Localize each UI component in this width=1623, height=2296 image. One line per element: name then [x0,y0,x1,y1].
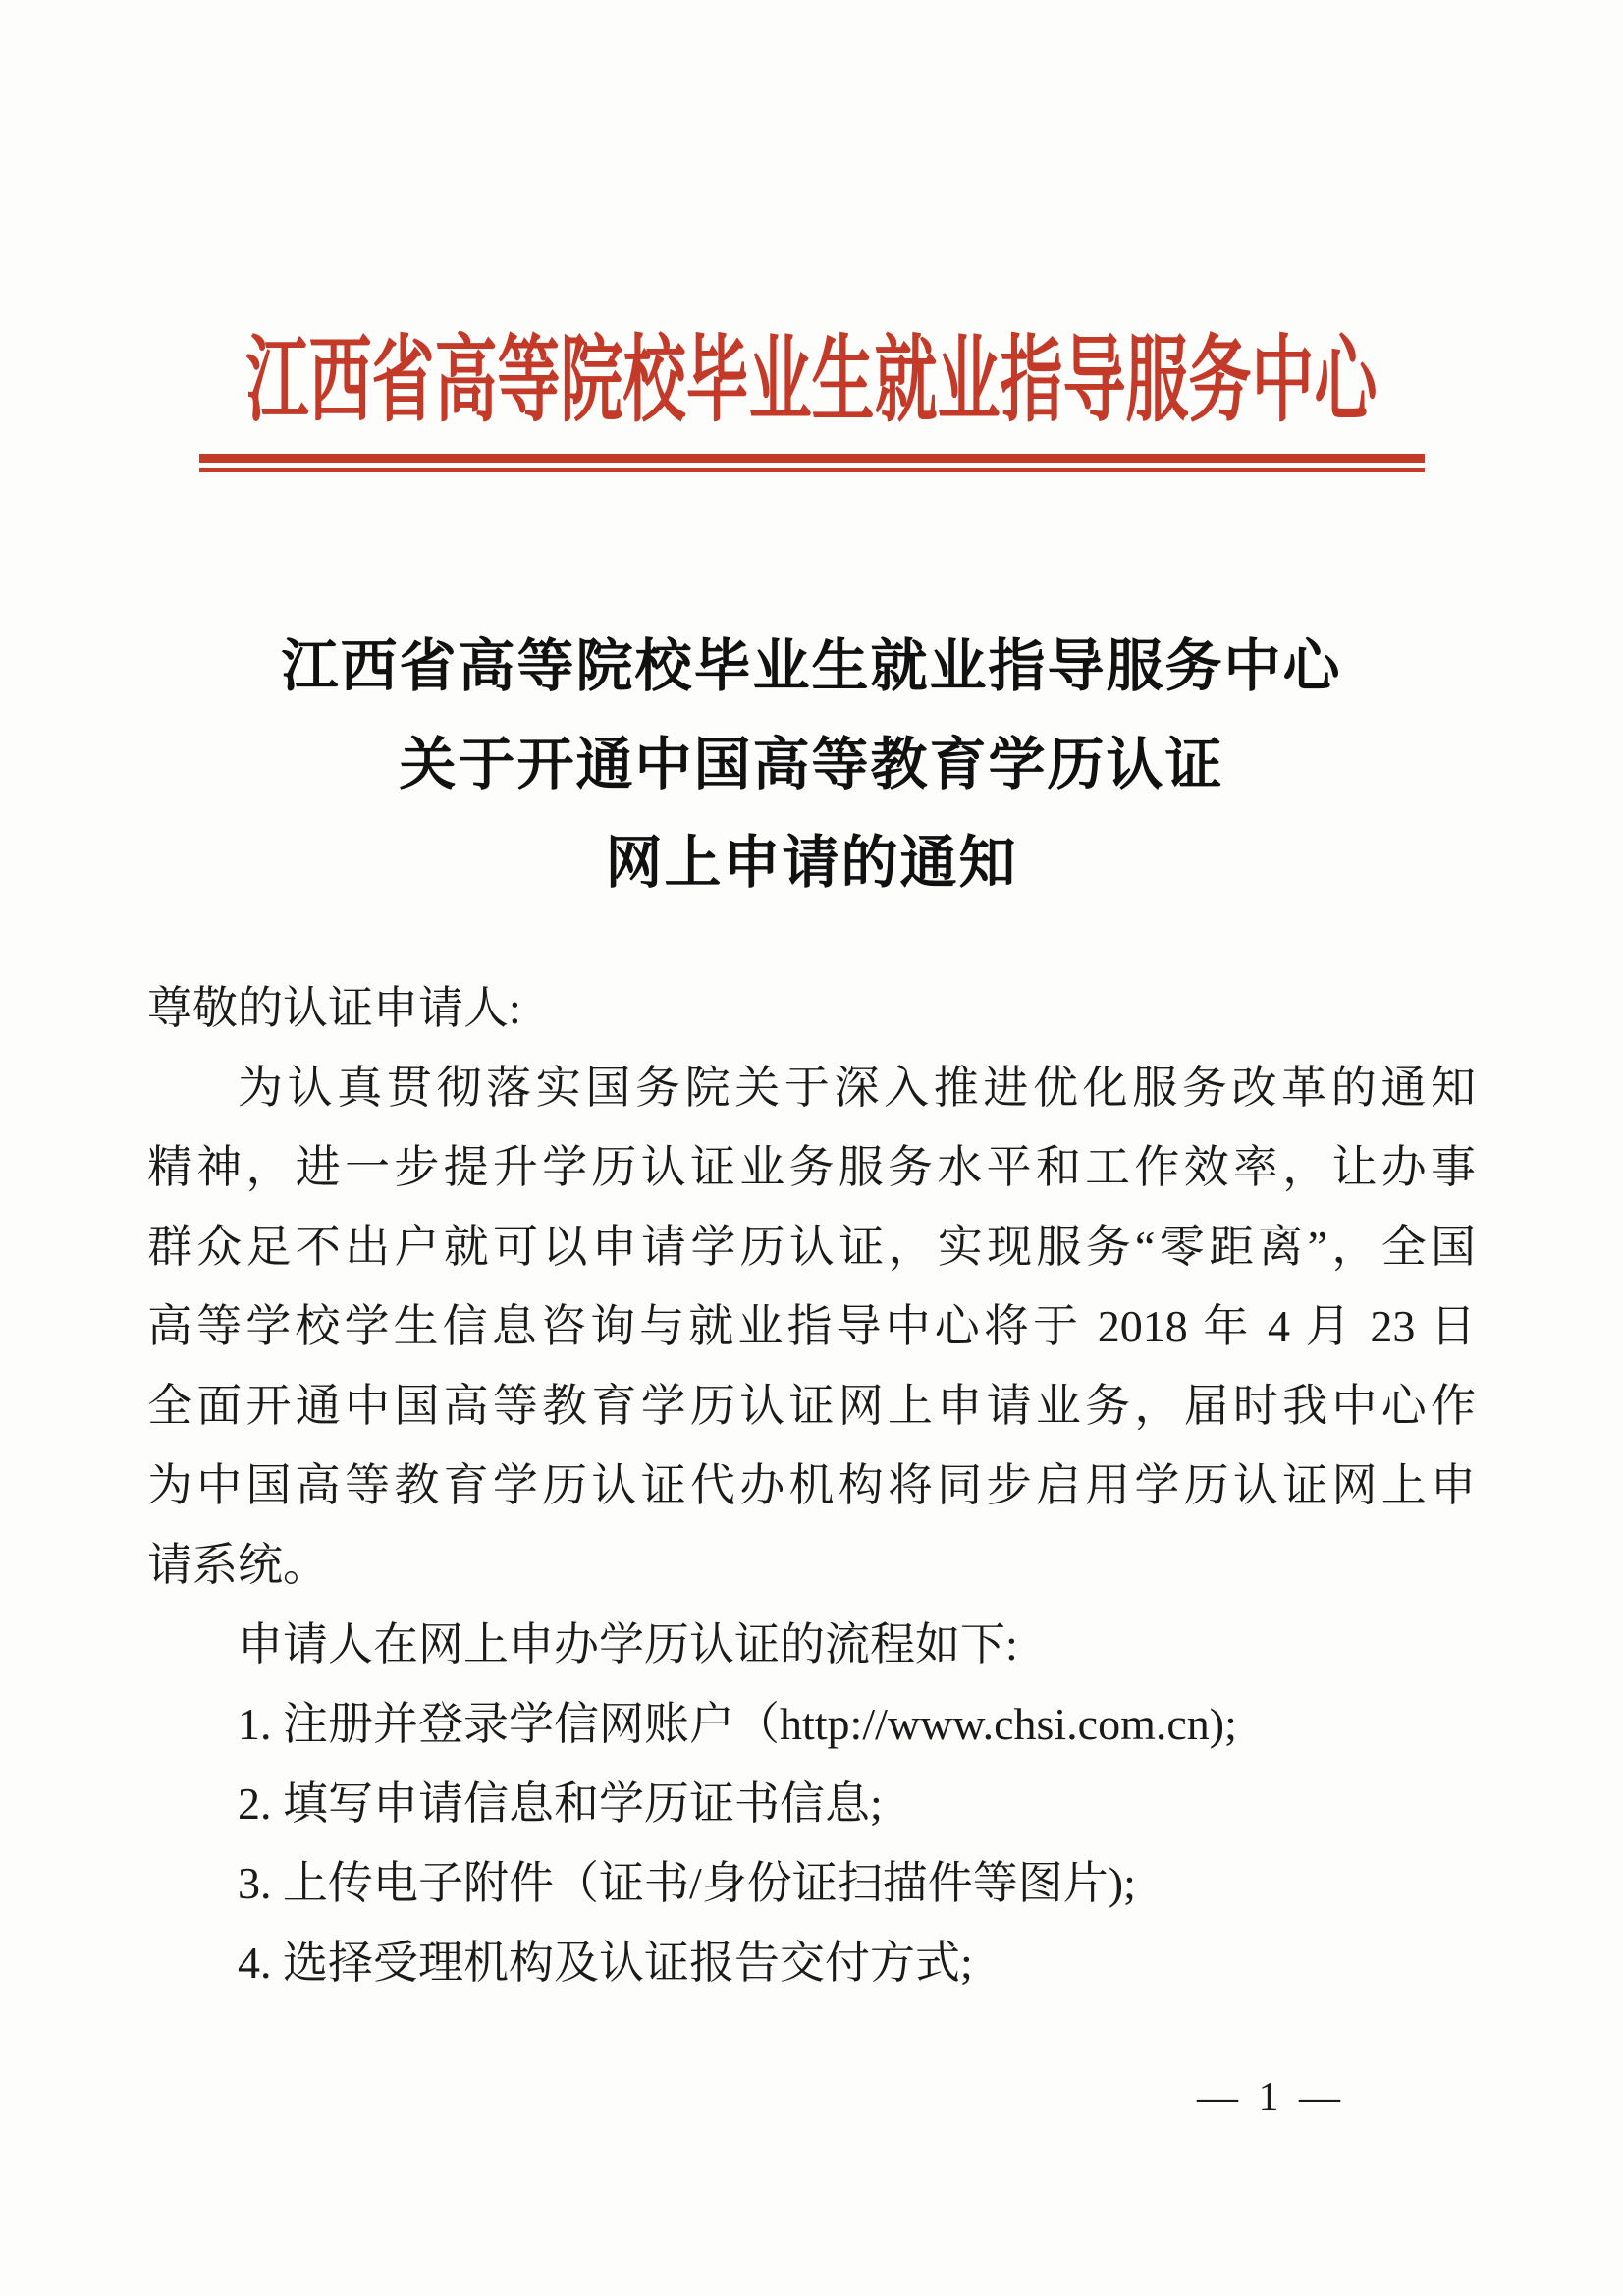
letterhead-org-name: 江西省高等院校毕业生就业指导服务中心 [245,328,1378,433]
document-body [147,968,1476,2002]
body-line: 为中国高等教育学历认证代办机构将同步启用学历认证网上申 [147,1460,1476,1510]
document-title-line-2: 关于开通中国高等教育学历认证 [399,733,1224,796]
body-line: 高等学校学生信息咨询与就业指导中心将于 2018 年 4 月 23 日 [147,1301,1476,1351]
document-title [0,618,1623,912]
body-line: 请系统。 [147,1540,328,1590]
document-title-line-3: 网上申请的通知 [605,831,1018,895]
letterhead [0,0,1623,442]
body-list-item: 4. 选择受理机构及认证报告交付方式; [238,1938,973,1988]
document-title-line-1: 江西省高等院校毕业生就业指导服务中心 [281,634,1342,698]
body-list-item: 2. 填写申请信息和学历证书信息; [238,1778,883,1829]
body-line: 申请人在网上申办学历认证的流程如下: [238,1619,1018,1669]
body-list-item: 1. 注册并登录学信网账户（http://www.chsi.com.cn); [238,1699,1237,1749]
body-line: 为认真贯彻落实国务院关于深入推进优化服务改革的通知 [238,1063,1476,1113]
body-line: 全面开通中国高等教育学历认证网上申请业务，届时我中心作 [147,1381,1476,1431]
body-list-item: 3. 上传电子附件（证书/身份证扫描件等图片); [238,1858,1136,1908]
salutation: 尊敬的认证申请人: [147,983,521,1033]
body-line: 群众足不出户就可以申请学历认证，实现服务“零距离”，全国 [147,1222,1476,1272]
page-number: — 1 — [1197,2075,1345,2120]
body-line: 精神，进一步提升学历认证业务服务水平和工作效率，让办事 [147,1142,1476,1192]
